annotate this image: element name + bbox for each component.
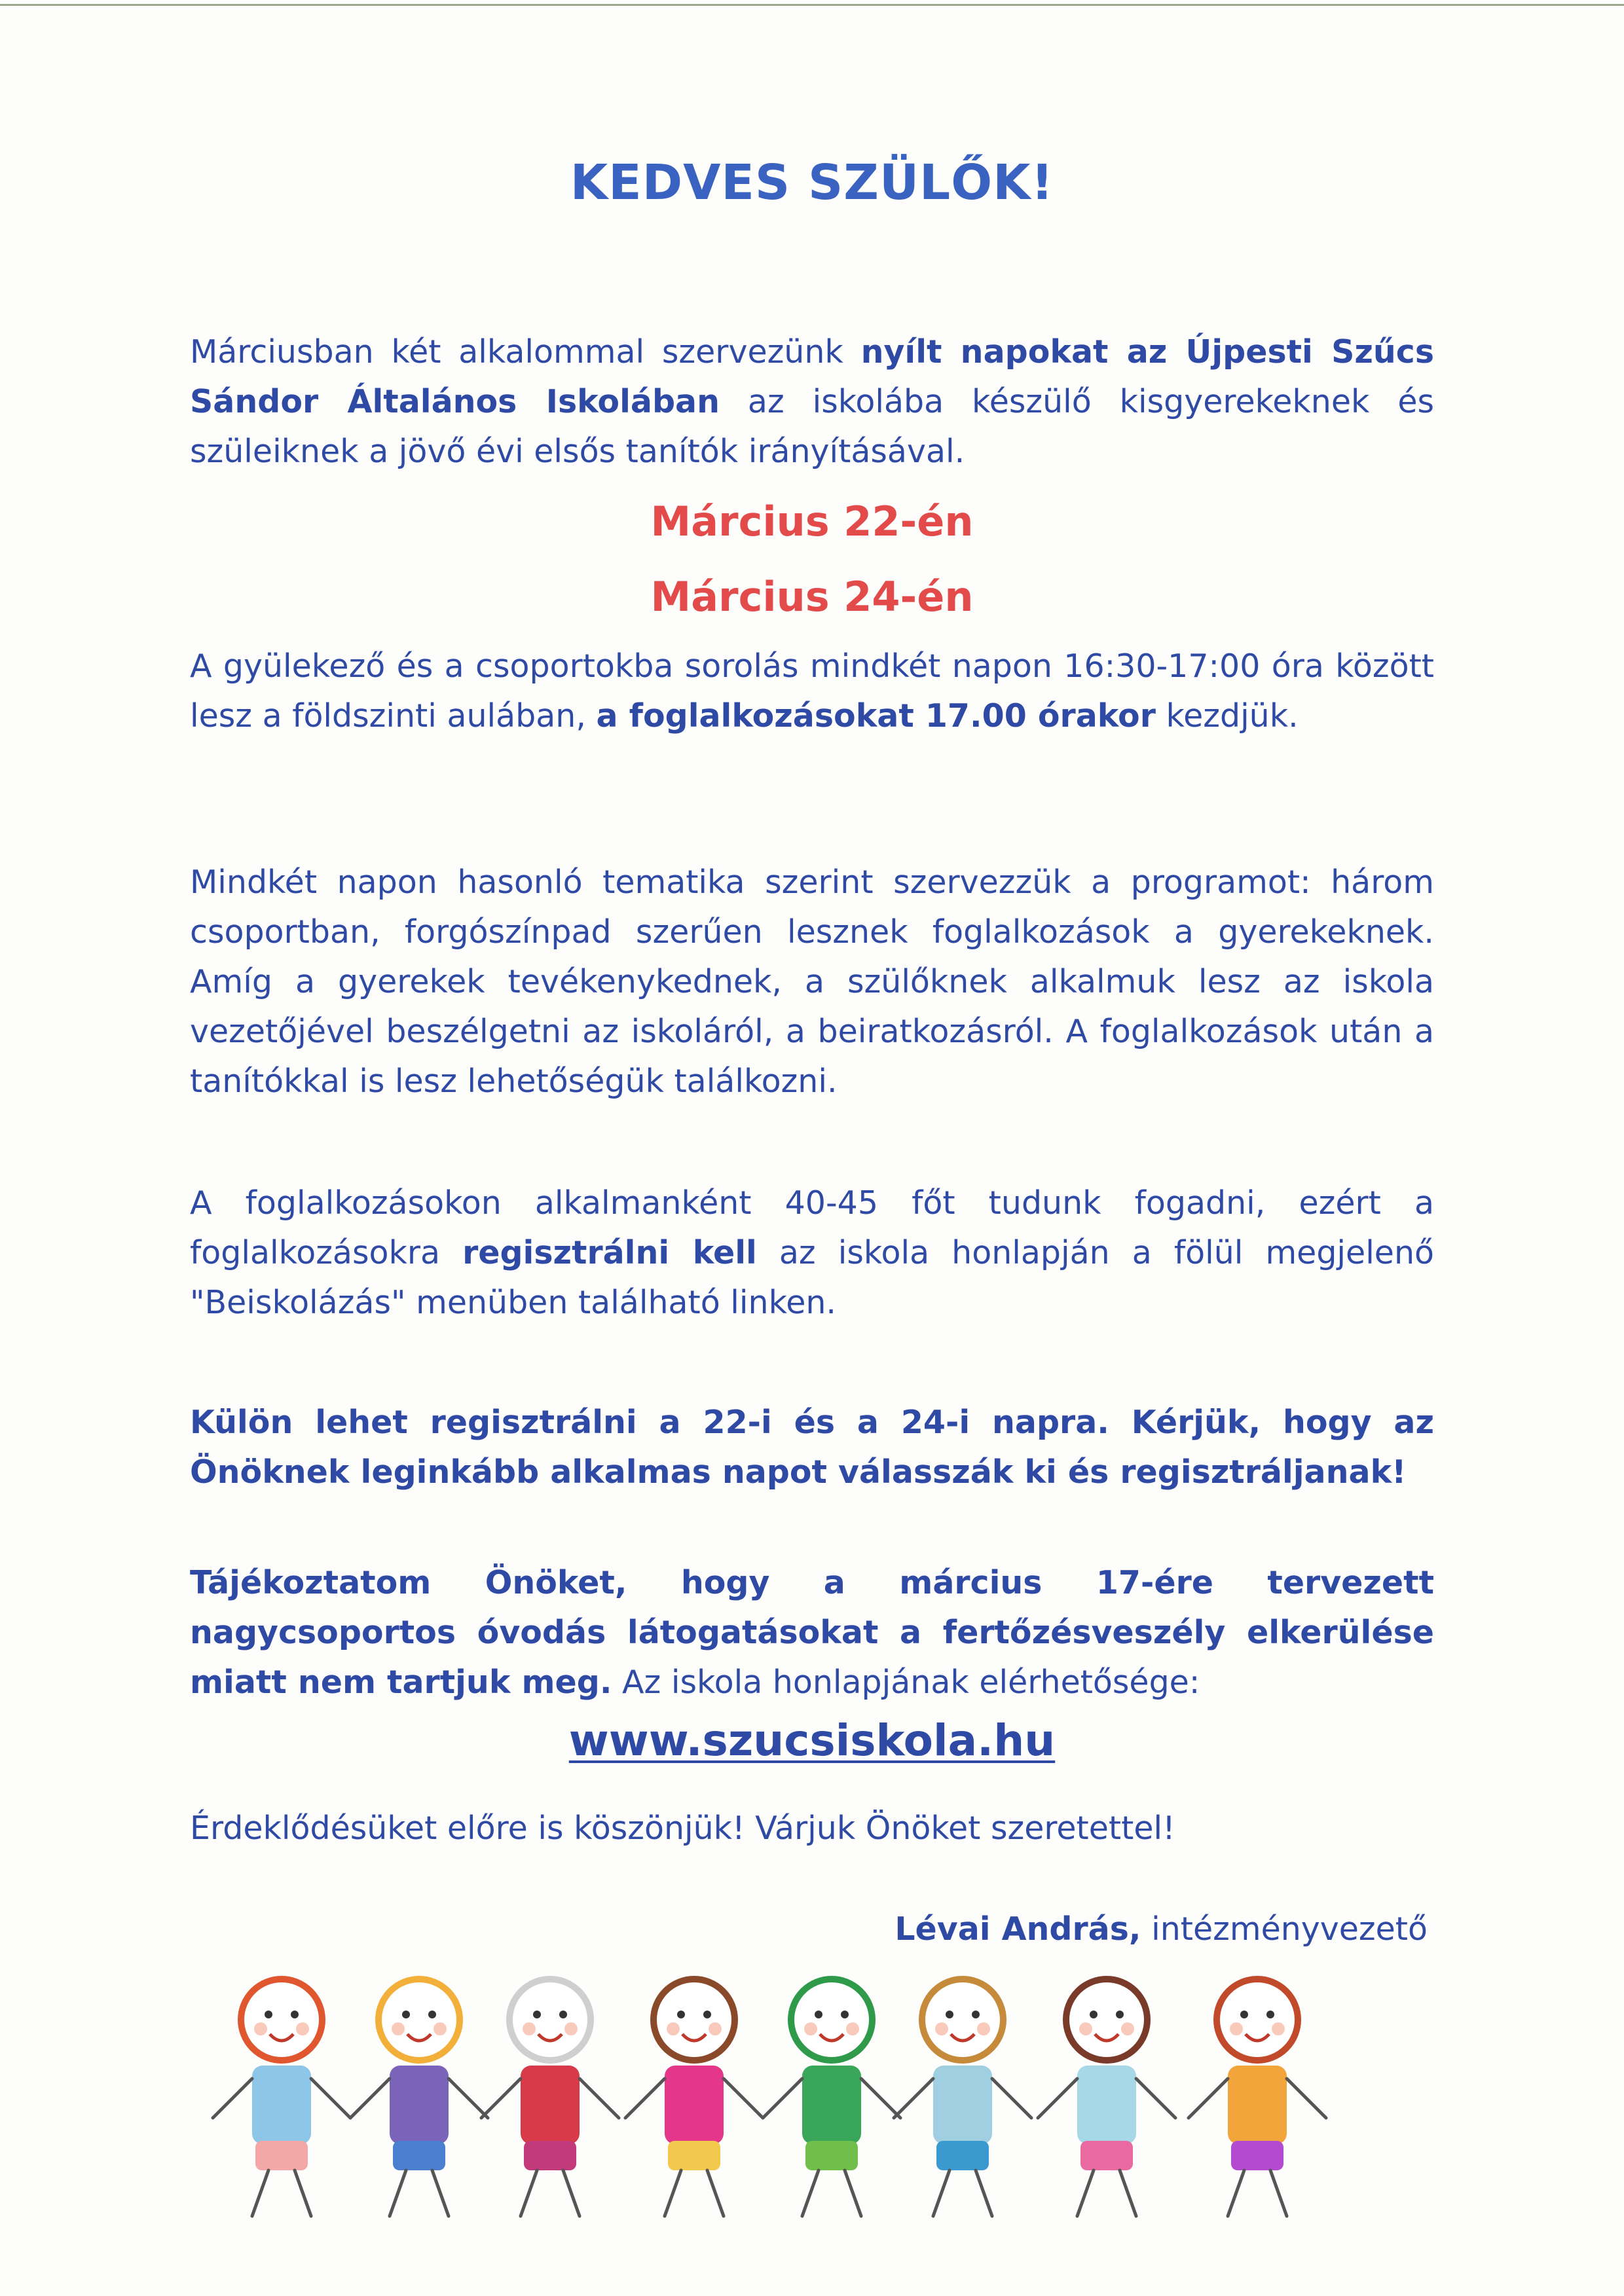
intro-text-1: Márciusban két alkalommal szervezünk [190, 333, 861, 371]
child-figure [1038, 1979, 1175, 2216]
child-figure [213, 1979, 350, 2216]
gathering-text-1: A gyülekező és a csoportokba sorolás mindkét napon 16:30-17:00 óra között lesz a földszinti aulában, [190, 647, 1434, 735]
thanks-line: Érdeklődésüket előre is köszönjük! Várjuk Önöket szeretettel! [190, 1810, 1175, 1847]
separate-registration-paragraph: Külön lehet regisztrálni a 22-i és a 24-i napra. Kérjük, hogy az Önöknek leginkább alkalmas napot válasszák ki és regisztráljanak! [190, 1404, 1434, 1491]
registration-text-2: az iskola honlapján a fölül megjelenő "Beiskolázás" menüben található linken. [190, 1234, 1434, 1321]
child-figure [894, 1979, 1031, 2216]
program-paragraph: Mindkét napon hasonló tematika szerint szervezzük a programot: három csoportban, forgószínpad szerűen lesznek foglalkozások a gyerekeknek. Amíg a gyerekek tevékenykednek, a szülőknek alkalmuk lesz az iskola vezetőjével beszélgetni az iskoláról, a beiratkozásról. A foglalkozások után a tanítókkal is lesz lehetőségük találkozni. [190, 864, 1434, 1100]
signature-name: Lévai András, [895, 1910, 1141, 1948]
child-figure [1189, 1979, 1326, 2216]
intro-text-2: az iskolába készülő kisgyerekeknek és szüleiknek a jövő évi elsős tanítók irányításával. [190, 383, 1434, 470]
child-figure [625, 1979, 763, 2216]
children-illustration [210, 1948, 1441, 2223]
child-figure [481, 1979, 619, 2216]
intro-paragraph [190, 327, 1434, 477]
date-2: Március 24-én [650, 573, 974, 621]
child-figure [350, 1979, 488, 2216]
signature [895, 1910, 1428, 1948]
registration-text-1: A foglalkozásokon alkalmanként 40-45 főt tudunk fogadni, ezért a foglalkozásokra [190, 1184, 1434, 1271]
child-figure [763, 1979, 900, 2216]
registration-bold: regisztrálni kell [462, 1234, 757, 1271]
date-1: Március 22-én [650, 498, 974, 545]
page-title: KEDVES SZÜLŐK! [570, 155, 1054, 211]
school-website-link[interactable]: www.szucsiskola.hu [568, 1715, 1056, 1766]
notice-text: Az iskola honlapjának elérhetősége: [612, 1664, 1200, 1701]
signature-role: intézményvezető [1141, 1910, 1428, 1948]
notice-bold: Tájékoztatom Önöket, hogy a március 17-ére tervezett nagycsoportos óvodás látogatásokat a fertőzésveszély elkerülése miatt nem tartjuk meg. [190, 1564, 1434, 1701]
registration-paragraph [190, 1178, 1434, 1328]
notice-paragraph [190, 1558, 1434, 1707]
gathering-bold: a foglalkozásokat 17.00 órakor [596, 697, 1156, 735]
scan-edge-line [0, 4, 1624, 6]
gathering-text-2: kezdjük. [1155, 697, 1299, 735]
intro-bold: nyílt napokat az Újpesti Szűcs Sándor Általános Iskolában [190, 333, 1434, 420]
gathering-paragraph [190, 642, 1434, 741]
